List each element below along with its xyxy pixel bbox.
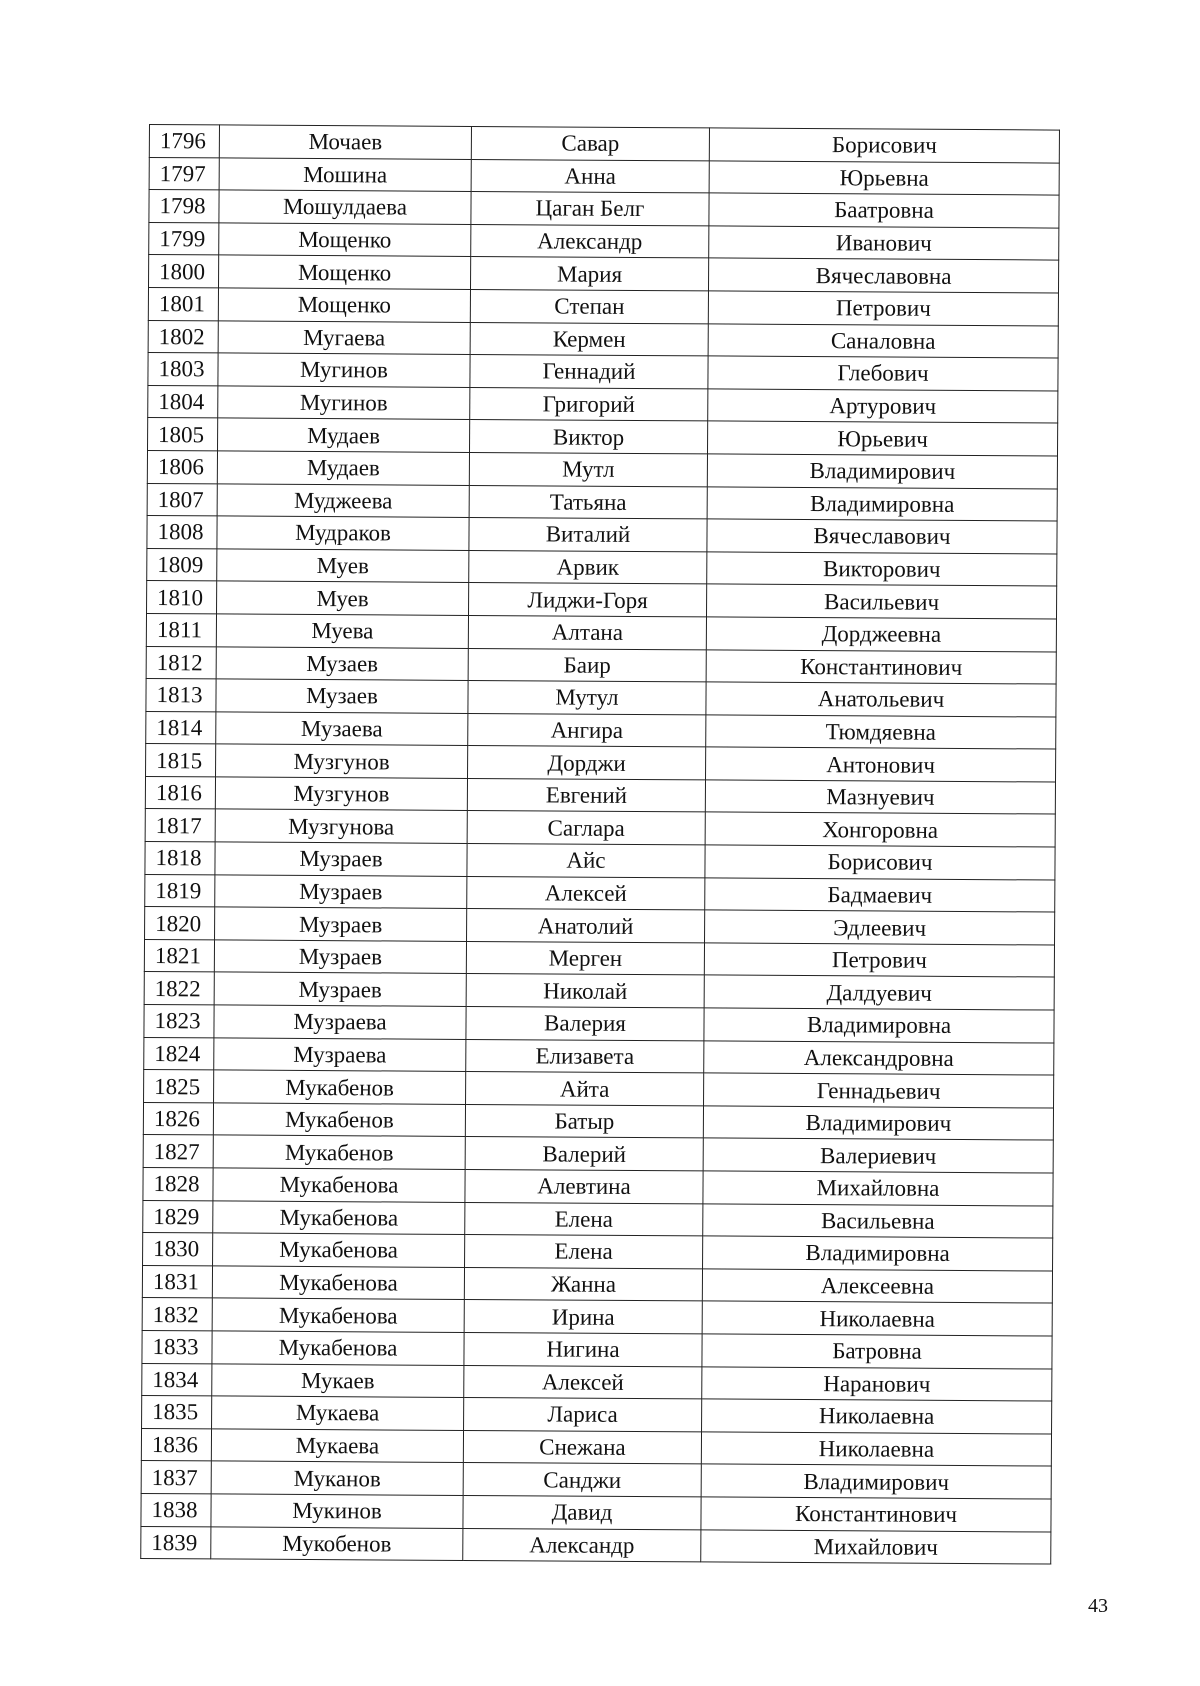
surname-cell: Музраев bbox=[214, 972, 466, 1006]
given-name-cell: Геннадий bbox=[470, 355, 708, 389]
given-name-cell: Снежана bbox=[463, 1430, 701, 1464]
surname-cell: Мукабенова bbox=[212, 1298, 464, 1332]
given-name-cell: Давид bbox=[463, 1495, 701, 1529]
page-number: 43 bbox=[1088, 1595, 1108, 1617]
surname-cell: Музраев bbox=[215, 907, 467, 941]
given-name-cell: Елена bbox=[465, 1235, 703, 1269]
given-name-cell: Елена bbox=[465, 1202, 703, 1236]
patronymic-cell: Юрьевич bbox=[707, 421, 1057, 456]
table-row bbox=[147, 548, 1057, 586]
given-name-cell: Елизавета bbox=[466, 1039, 704, 1073]
given-name-cell: Николай bbox=[466, 974, 704, 1008]
row-number: 1823 bbox=[144, 1005, 214, 1038]
patronymic-cell: Петрович bbox=[704, 943, 1054, 978]
row-number: 1801 bbox=[148, 287, 218, 320]
given-name-cell: Виталий bbox=[469, 518, 707, 552]
surname-cell: Мощенко bbox=[218, 288, 470, 322]
surname-cell: Музраев bbox=[215, 842, 467, 876]
table-row bbox=[148, 385, 1058, 423]
patronymic-cell: Баатровна bbox=[709, 193, 1059, 228]
row-number: 1838 bbox=[141, 1493, 211, 1526]
row-number: 1825 bbox=[144, 1070, 214, 1103]
patronymic-cell: Юрьевна bbox=[709, 161, 1059, 196]
surname-cell: Мукабенов bbox=[213, 1103, 465, 1137]
patronymic-cell: Владимирович bbox=[703, 1106, 1053, 1141]
patronymic-cell: Николаевна bbox=[701, 1432, 1051, 1467]
given-name-cell: Валерия bbox=[466, 1006, 704, 1040]
surname-cell: Мочаев bbox=[219, 125, 471, 159]
patronymic-cell: Борисович bbox=[709, 128, 1059, 163]
surname-cell: Мукабенов bbox=[214, 1070, 466, 1104]
table-row bbox=[144, 972, 1054, 1010]
table-row bbox=[145, 907, 1055, 945]
names-table bbox=[140, 124, 1060, 1565]
table-row bbox=[142, 1265, 1052, 1303]
patronymic-cell: Батровна bbox=[702, 1334, 1052, 1369]
patronymic-cell: Хонгоровна bbox=[705, 812, 1055, 847]
patronymic-cell: Владимирович bbox=[707, 454, 1057, 489]
row-number: 1828 bbox=[143, 1167, 213, 1200]
row-number: 1814 bbox=[146, 711, 216, 744]
table-row bbox=[147, 483, 1057, 521]
row-number: 1807 bbox=[147, 483, 217, 516]
table-row bbox=[148, 320, 1058, 358]
row-number: 1815 bbox=[146, 744, 216, 777]
surname-cell: Музраев bbox=[215, 875, 467, 909]
patronymic-cell: Владимировна bbox=[704, 1008, 1054, 1043]
row-number: 1827 bbox=[143, 1135, 213, 1168]
row-number: 1821 bbox=[144, 939, 214, 972]
given-name-cell: Лариса bbox=[464, 1398, 702, 1432]
row-number: 1804 bbox=[148, 385, 218, 418]
row-number: 1809 bbox=[147, 548, 217, 581]
given-name-cell: Мутул bbox=[468, 681, 706, 715]
patronymic-cell: Иванович bbox=[709, 226, 1059, 261]
surname-cell: Мукабенов bbox=[213, 1135, 465, 1169]
patronymic-cell: Валериевич bbox=[703, 1138, 1053, 1173]
table-row bbox=[144, 1070, 1054, 1108]
table-row bbox=[142, 1363, 1052, 1401]
table-row bbox=[145, 842, 1055, 880]
table-row bbox=[147, 516, 1057, 554]
row-number: 1811 bbox=[146, 613, 216, 646]
patronymic-cell: Викторович bbox=[707, 552, 1057, 587]
table-row bbox=[147, 450, 1057, 488]
given-name-cell: Батыр bbox=[465, 1104, 703, 1138]
patronymic-cell: Алексеевна bbox=[702, 1269, 1052, 1304]
table-row bbox=[143, 1102, 1053, 1140]
row-number: 1829 bbox=[143, 1200, 213, 1233]
names-table-body bbox=[141, 125, 1060, 1565]
table-row bbox=[143, 1135, 1053, 1173]
surname-cell: Мошулдаева bbox=[219, 190, 471, 224]
given-name-cell: Цаган Белг bbox=[471, 192, 709, 226]
row-number: 1819 bbox=[145, 874, 215, 907]
row-number: 1835 bbox=[142, 1396, 212, 1429]
table-row bbox=[145, 809, 1055, 847]
row-number: 1822 bbox=[144, 972, 214, 1005]
row-number: 1806 bbox=[147, 450, 217, 483]
row-number: 1816 bbox=[145, 776, 215, 809]
table-row bbox=[142, 1396, 1052, 1434]
surname-cell: Муканов bbox=[211, 1461, 463, 1495]
row-number: 1834 bbox=[142, 1363, 212, 1396]
table-row bbox=[144, 939, 1054, 977]
surname-cell: Мугинов bbox=[218, 353, 470, 387]
surname-cell: Мукабенова bbox=[213, 1168, 465, 1202]
patronymic-cell: Вячеславовна bbox=[708, 258, 1058, 293]
patronymic-cell: Наранович bbox=[702, 1366, 1052, 1401]
row-number: 1797 bbox=[149, 157, 219, 190]
row-number: 1839 bbox=[141, 1526, 211, 1559]
patronymic-cell: Владимировна bbox=[703, 1236, 1053, 1271]
surname-cell: Музгунов bbox=[215, 777, 467, 811]
given-name-cell: Алтана bbox=[468, 615, 706, 649]
surname-cell: Муев bbox=[217, 581, 469, 615]
row-number: 1796 bbox=[149, 125, 219, 158]
row-number: 1833 bbox=[142, 1330, 212, 1363]
table-row bbox=[142, 1330, 1052, 1368]
row-number: 1820 bbox=[145, 907, 215, 940]
given-name-cell: Виктор bbox=[469, 420, 707, 454]
given-name-cell: Алевтина bbox=[465, 1169, 703, 1203]
patronymic-cell: Саналовна bbox=[708, 323, 1058, 358]
table-row bbox=[149, 222, 1059, 260]
given-name-cell: Дорджи bbox=[468, 746, 706, 780]
surname-cell: Мукаева bbox=[211, 1429, 463, 1463]
row-number: 1837 bbox=[141, 1461, 211, 1494]
row-number: 1805 bbox=[148, 418, 218, 451]
given-name-cell: Ирина bbox=[464, 1300, 702, 1334]
patronymic-cell: Мазнуевич bbox=[705, 780, 1055, 815]
row-number: 1810 bbox=[147, 581, 217, 614]
surname-cell: Мощенко bbox=[219, 255, 471, 289]
surname-cell: Музгунов bbox=[216, 744, 468, 778]
table-row bbox=[148, 287, 1058, 325]
table-row bbox=[146, 711, 1056, 749]
surname-cell: Муджеева bbox=[217, 483, 469, 517]
surname-cell: Музраев bbox=[214, 940, 466, 974]
table-row bbox=[141, 1526, 1051, 1564]
row-number: 1831 bbox=[142, 1265, 212, 1298]
surname-cell: Мукаев bbox=[212, 1363, 464, 1397]
row-number: 1826 bbox=[143, 1102, 213, 1135]
patronymic-cell: Владимировна bbox=[707, 486, 1057, 521]
row-number: 1824 bbox=[144, 1037, 214, 1070]
patronymic-cell: Анатольевич bbox=[706, 682, 1056, 717]
given-name-cell: Григорий bbox=[470, 387, 708, 421]
given-name-cell: Саглара bbox=[467, 811, 705, 845]
table-row bbox=[146, 744, 1056, 782]
given-name-cell: Савар bbox=[471, 126, 709, 160]
given-name-cell: Лиджи-Горя bbox=[469, 583, 707, 617]
surname-cell: Музгунова bbox=[215, 809, 467, 843]
table-row bbox=[144, 1005, 1054, 1043]
given-name-cell: Мерген bbox=[466, 941, 704, 975]
given-name-cell: Валерий bbox=[465, 1137, 703, 1171]
table-row bbox=[142, 1298, 1052, 1336]
table-row bbox=[149, 190, 1059, 228]
surname-cell: Мукинов bbox=[211, 1494, 463, 1528]
patronymic-cell: Тюмдяевна bbox=[706, 715, 1056, 750]
given-name-cell: Анатолий bbox=[467, 909, 705, 943]
surname-cell: Мудаев bbox=[218, 418, 470, 452]
patronymic-cell: Вячеславович bbox=[707, 519, 1057, 554]
table-row bbox=[149, 157, 1059, 195]
patronymic-cell: Геннадьевич bbox=[704, 1073, 1054, 1108]
patronymic-cell: Александровна bbox=[704, 1041, 1054, 1076]
table-row bbox=[143, 1233, 1053, 1271]
given-name-cell: Степан bbox=[470, 289, 708, 323]
patronymic-cell: Владимирович bbox=[701, 1464, 1051, 1499]
row-number: 1813 bbox=[146, 679, 216, 712]
surname-cell: Мугаева bbox=[218, 320, 470, 354]
row-number: 1800 bbox=[149, 255, 219, 288]
patronymic-cell: Дорджеевна bbox=[706, 617, 1056, 652]
given-name-cell: Ангира bbox=[468, 713, 706, 747]
given-name-cell: Айта bbox=[466, 1072, 704, 1106]
given-name-cell: Татьяна bbox=[469, 485, 707, 519]
patronymic-cell: Николаевна bbox=[702, 1301, 1052, 1336]
table-row bbox=[143, 1167, 1053, 1205]
row-number: 1812 bbox=[146, 646, 216, 679]
given-name-cell: Александр bbox=[463, 1528, 701, 1562]
row-number: 1803 bbox=[148, 353, 218, 386]
surname-cell: Мукабенова bbox=[212, 1331, 464, 1365]
surname-cell: Мугинов bbox=[218, 386, 470, 420]
surname-cell: Музраева bbox=[214, 1038, 466, 1072]
surname-cell: Мудаев bbox=[217, 451, 469, 485]
table-row bbox=[143, 1200, 1053, 1238]
patronymic-cell: Константинович bbox=[706, 649, 1056, 684]
surname-cell: Муев bbox=[217, 549, 469, 583]
row-number: 1808 bbox=[147, 516, 217, 549]
given-name-cell: Баир bbox=[468, 648, 706, 682]
patronymic-cell: Антонович bbox=[706, 747, 1056, 782]
surname-cell: Мукабенова bbox=[212, 1266, 464, 1300]
patronymic-cell: Михайловна bbox=[703, 1171, 1053, 1206]
row-number: 1818 bbox=[145, 842, 215, 875]
given-name-cell: Санджи bbox=[463, 1463, 701, 1497]
table-row bbox=[149, 125, 1059, 163]
given-name-cell: Мутл bbox=[469, 452, 707, 486]
surname-cell: Мощенко bbox=[219, 223, 471, 257]
patronymic-cell: Васильевна bbox=[703, 1203, 1053, 1238]
given-name-cell: Александр bbox=[471, 224, 709, 258]
surname-cell: Мудраков bbox=[217, 516, 469, 550]
surname-cell: Мукабенова bbox=[213, 1201, 465, 1235]
given-name-cell: Алексей bbox=[467, 876, 705, 910]
patronymic-cell: Константинович bbox=[701, 1497, 1051, 1532]
surname-cell: Муева bbox=[216, 614, 468, 648]
patronymic-cell: Борисович bbox=[705, 845, 1055, 880]
row-number: 1798 bbox=[149, 190, 219, 223]
surname-cell: Мукаева bbox=[212, 1396, 464, 1430]
table-row bbox=[145, 776, 1055, 814]
given-name-cell: Айс bbox=[467, 844, 705, 878]
surname-cell: Мошина bbox=[219, 158, 471, 192]
surname-cell: Музаев bbox=[216, 679, 468, 713]
given-name-cell: Жанна bbox=[464, 1267, 702, 1301]
patronymic-cell: Бадмаевич bbox=[705, 878, 1055, 913]
table-row bbox=[148, 418, 1058, 456]
given-name-cell: Арвик bbox=[469, 550, 707, 584]
given-name-cell: Евгений bbox=[467, 778, 705, 812]
row-number: 1802 bbox=[148, 320, 218, 353]
given-name-cell: Анна bbox=[471, 159, 709, 193]
patronymic-cell: Михайлович bbox=[701, 1529, 1051, 1564]
patronymic-cell: Глебович bbox=[708, 356, 1058, 391]
given-name-cell: Нигина bbox=[464, 1332, 702, 1366]
given-name-cell: Алексей bbox=[464, 1365, 702, 1399]
surname-cell: Музраева bbox=[214, 1005, 466, 1039]
row-number: 1799 bbox=[149, 222, 219, 255]
row-number: 1817 bbox=[145, 809, 215, 842]
patronymic-cell: Васильевич bbox=[706, 584, 1056, 619]
row-number: 1832 bbox=[142, 1298, 212, 1331]
patronymic-cell: Николаевна bbox=[702, 1399, 1052, 1434]
patronymic-cell: Далдуевич bbox=[704, 975, 1054, 1010]
table-row bbox=[148, 353, 1058, 391]
row-number: 1836 bbox=[141, 1428, 211, 1461]
given-name-cell: Кермен bbox=[470, 322, 708, 356]
surname-cell: Музаева bbox=[216, 712, 468, 746]
row-number: 1830 bbox=[143, 1233, 213, 1266]
patronymic-cell: Артурович bbox=[708, 389, 1058, 424]
surname-cell: Мукабенова bbox=[213, 1233, 465, 1267]
given-name-cell: Мария bbox=[470, 257, 708, 291]
surname-cell: Музаев bbox=[216, 646, 468, 680]
patronymic-cell: Петрович bbox=[708, 291, 1058, 326]
table-row bbox=[149, 255, 1059, 293]
surname-cell: Мукобенов bbox=[211, 1526, 463, 1560]
table-row bbox=[145, 874, 1055, 912]
patronymic-cell: Эдлеевич bbox=[705, 910, 1055, 945]
table-row bbox=[144, 1037, 1054, 1075]
